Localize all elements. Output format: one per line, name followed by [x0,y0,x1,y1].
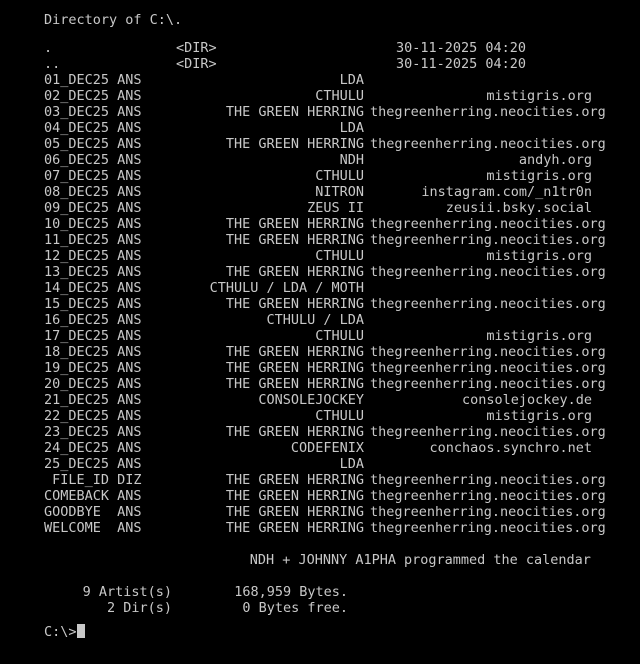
file-artist: THE GREEN HERRING [225,232,364,248]
table-row[interactable] [0,344,640,360]
file-link[interactable]: thegreenherring.neocities.org [370,504,606,520]
file-artist: CTHULU [315,328,364,344]
file-name: 08_DEC25 ANS [44,184,142,200]
file-name: 21_DEC25 ANS [44,392,142,408]
file-artist: CODEFENIX [290,440,364,456]
table-row[interactable] [0,136,640,152]
dir-tag: <DIR> [176,40,217,56]
file-artist: THE GREEN HERRING [225,216,364,232]
file-artist: CTHULU / LDA [266,312,364,328]
table-row[interactable] [0,248,640,264]
file-name: 01_DEC25 ANS [44,72,142,88]
file-artist: LDA [339,456,364,472]
table-row[interactable] [0,152,640,168]
table-row[interactable] [0,296,640,312]
file-name: 04_DEC25 ANS [44,120,142,136]
entry-name: . [44,40,53,56]
file-artist: CTHULU [315,248,364,264]
file-link[interactable]: mistigris.org [486,408,592,424]
file-link[interactable]: mistigris.org [486,248,592,264]
table-row[interactable] [0,472,640,488]
total-bytes: 168,959 Bytes. [234,584,348,600]
file-link[interactable]: thegreenherring.neocities.org [370,136,606,152]
file-artist: THE GREEN HERRING [225,488,364,504]
file-link[interactable]: mistigris.org [486,168,592,184]
file-artist: ZEUS II [307,200,364,216]
file-link[interactable]: thegreenherring.neocities.org [370,232,606,248]
file-name: 20_DEC25 ANS [44,376,142,392]
file-artist: THE GREEN HERRING [225,504,364,520]
file-link[interactable]: thegreenherring.neocities.org [370,472,606,488]
table-row[interactable] [0,488,640,504]
file-link[interactable]: thegreenherring.neocities.org [370,488,606,504]
table-row[interactable] [0,104,640,120]
file-link[interactable]: instagram.com/_n1tr0n [421,184,592,200]
summary-row-artists [0,584,640,600]
file-link[interactable]: thegreenherring.neocities.org [370,344,606,360]
file-link[interactable]: thegreenherring.neocities.org [370,296,606,312]
file-link[interactable]: thegreenherring.neocities.org [370,424,606,440]
artist-count: 9 Artist(s) [82,584,172,600]
file-artist: THE GREEN HERRING [225,424,364,440]
file-name: 22_DEC25 ANS [44,408,142,424]
file-artist: THE GREEN HERRING [225,296,364,312]
file-name: 14_DEC25 ANS [44,280,142,296]
directory-header-text: Directory of C:\. [44,12,183,28]
table-row[interactable] [0,520,640,536]
file-link[interactable]: thegreenherring.neocities.org [370,520,606,536]
table-row[interactable] [0,408,640,424]
file-artist: THE GREEN HERRING [225,136,364,152]
file-artist: NITRON [315,184,364,200]
file-link[interactable]: thegreenherring.neocities.org [370,376,606,392]
summary-row-dirs [0,600,640,616]
cursor-block [77,624,85,638]
file-artist: LDA [339,120,364,136]
file-link[interactable]: mistigris.org [486,88,592,104]
table-row[interactable] [0,504,640,520]
spacer [0,568,640,584]
file-name: 03_DEC25 ANS [44,104,142,120]
dir-tag: <DIR> [176,56,217,72]
table-row[interactable] [0,200,640,216]
file-name: 12_DEC25 ANS [44,248,142,264]
table-row[interactable] [0,184,640,200]
file-link[interactable]: thegreenherring.neocities.org [370,264,606,280]
file-link[interactable]: mistigris.org [486,328,592,344]
table-row[interactable] [0,216,640,232]
file-link[interactable]: zeusii.bsky.social [445,200,592,216]
file-artist: LDA [339,72,364,88]
credit-role: programmed the calendar [404,552,591,568]
entry-date: 30-11-2025 04:20 [396,40,527,56]
file-name: 19_DEC25 ANS [44,360,142,376]
table-row[interactable] [0,120,640,136]
directory-header [0,0,640,40]
file-link[interactable]: thegreenherring.neocities.org [370,104,606,120]
bytes-free: 0 Bytes free. [242,600,348,616]
file-name: COMEBACK ANS [44,488,142,504]
table-row[interactable] [0,40,640,56]
table-row[interactable] [0,56,640,72]
file-artist: NDH [339,152,364,168]
file-artist: THE GREEN HERRING [225,344,364,360]
file-name: 25_DEC25 ANS [44,456,142,472]
table-row[interactable] [0,168,640,184]
file-artist: CTHULU [315,408,364,424]
table-row[interactable] [0,232,640,248]
file-artist: CTHULU [315,168,364,184]
file-name: 15_DEC25 ANS [44,296,142,312]
entry-date: 30-11-2025 04:20 [396,56,527,72]
table-row[interactable] [0,280,640,296]
file-artist: THE GREEN HERRING [225,520,364,536]
table-row[interactable] [0,88,640,104]
table-row[interactable] [0,424,640,440]
file-name: 07_DEC25 ANS [44,168,142,184]
file-name: 23_DEC25 ANS [44,424,142,440]
prompt-text: C:\> [44,624,77,640]
command-prompt[interactable] [44,624,85,640]
file-artist: THE GREEN HERRING [225,264,364,280]
file-link[interactable]: thegreenherring.neocities.org [370,360,606,376]
dir-count: 2 Dir(s) [106,600,172,616]
file-link[interactable]: thegreenherring.neocities.org [370,216,606,232]
file-name: 10_DEC25 ANS [44,216,142,232]
file-name: WELCOME ANS [44,520,142,536]
table-row[interactable] [0,264,640,280]
table-row[interactable] [0,328,640,344]
file-name: 16_DEC25 ANS [44,312,142,328]
entry-name: .. [44,56,61,72]
file-name: 06_DEC25 ANS [44,152,142,168]
file-artist: THE GREEN HERRING [225,472,364,488]
table-row[interactable] [0,440,640,456]
file-name: 09_DEC25 ANS [44,200,142,216]
file-artist: THE GREEN HERRING [225,376,364,392]
file-name: FILE_ID DIZ [44,472,142,488]
file-link[interactable]: conchaos.synchro.net [429,440,592,456]
spacer [0,536,640,552]
file-link[interactable]: andyh.org [518,152,592,168]
file-name: 11_DEC25 ANS [44,232,142,248]
file-name: 02_DEC25 ANS [44,88,142,104]
credit-row [0,552,640,568]
table-row[interactable] [0,392,640,408]
table-row[interactable] [0,360,640,376]
table-row[interactable] [0,456,640,472]
file-artist: CTHULU / LDA / MOTH [209,280,364,296]
table-row[interactable] [0,312,640,328]
table-row[interactable] [0,376,640,392]
file-name: 24_DEC25 ANS [44,440,142,456]
table-row[interactable] [0,72,640,88]
file-artist: THE GREEN HERRING [225,104,364,120]
file-artist: THE GREEN HERRING [225,360,364,376]
file-artist: CTHULU [315,88,364,104]
file-artist: CONSOLEJOCKEY [258,392,364,408]
credit-names: NDH + JOHNNY A1PHA [249,552,396,568]
file-name: 05_DEC25 ANS [44,136,142,152]
file-name: 13_DEC25 ANS [44,264,142,280]
file-name: 17_DEC25 ANS [44,328,142,344]
file-name: 18_DEC25 ANS [44,344,142,360]
file-link[interactable]: consolejockey.de [461,392,592,408]
file-name: GOODBYE ANS [44,504,142,520]
